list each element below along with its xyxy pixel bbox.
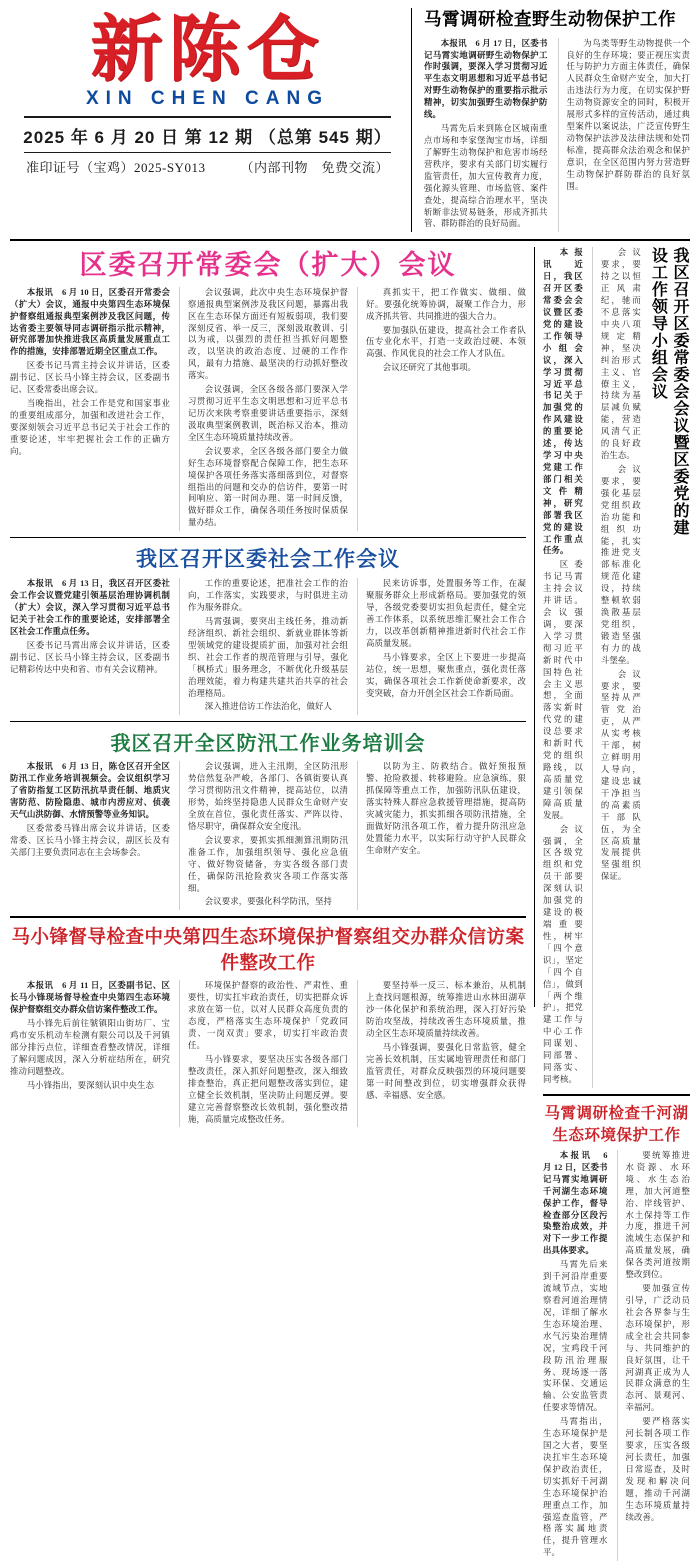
paragraph: 会议要求，要强化基层党组织政治功能和组织功能，扎实推进党支部标准化规范化建设，持续整顿软弱涣散基层党组织，锻造坚强有力的战斗堡垒。 <box>600 464 641 665</box>
article-column <box>357 761 526 910</box>
paragraph: 本报讯 6 月 11 日，区委副书记、区长马小锋现场督导检查中央第四生态环境保护督察组交办群众信访案件整改工作。 <box>10 981 170 1015</box>
paragraph: 本报讯 6 月 13 日，陈仓区召开全区防汛工作业务培训视频会。会议组织学习了省防指复工区防汛抗旱责任制、地质灾害防范、防险隐患、城市内涝应对、侦袭天气山洪防御、水情预警等业务知识。 <box>10 762 170 820</box>
article-column <box>179 287 348 531</box>
section-divider <box>10 916 526 918</box>
paragraph: 本报讯 近日，我区召开区委常委会会议暨区委党的建设工作领导小组会议，深入学习贯彻习近平总书记关于加强党的作风建设的重要论述，传达学习中央党建工作部门相关文件精神，研究部署我区党的建设工作重点任务。 <box>543 248 583 556</box>
article-column <box>357 578 526 715</box>
headline-river-ecology: 马霄调研检查千河湖生态环境保护工作 <box>544 1104 689 1144</box>
masthead-bottom-rule <box>10 239 690 241</box>
article-column <box>357 980 526 1127</box>
paragraph: 马小锋先后前往虢镇阳山街坊厂、宝鸡市安乐机动车检测有限公司以及千河镇部分排污点位，详细查看整改情况，详细了解问题成因，深入分析症结所在，研究推动问题整改。 <box>10 1019 170 1076</box>
paragraph: 马霄先后来到千河沿岸重要流域节点，实地察看河道治理情况，详细了解水生态环境治理、水气污染治理情况，宝鸡段千河段防汛治理服务、现场逐一落实环保、交通运输、公安监管责任要求等情况。 <box>543 1260 608 1413</box>
article-column <box>179 761 348 910</box>
paragraph: 会议要求，要强化科学防汛，坚持 <box>204 897 332 907</box>
section-divider <box>10 537 526 538</box>
masthead-row <box>10 8 690 232</box>
paragraph: 马霄指出，生态环境保护是国之大者，要坚决扛牢生态环境保护政治责任，切实抓好千河湖生态环境保护治理重点工作，加强巡查监管，严格落实属地责任，提升管理水平。 <box>543 1417 608 1558</box>
headline-party-building: 我区召开区委常委会会议暨区委党的建设工作领导小组会议 <box>649 247 688 537</box>
headline-ma-xiao-research: 马霄调研检查野生动物保护工作 <box>424 9 676 29</box>
article-column <box>179 980 348 1127</box>
paragraph: 会议强调，全区各级各部门要深入学习贯彻习近平生态文明思想和习近平总书记历次来陕考察重要讲话重要指示，深刻汲取典型案例教训，既治标又治本，推动全区生态环境质量持续改善。 <box>188 385 348 442</box>
article-column <box>424 38 548 233</box>
newspaper-title: 新陈仓 <box>90 10 325 90</box>
article-standing-committee <box>10 249 526 531</box>
article-column <box>179 578 348 715</box>
paragraph: 工作的重要论述，把准社会工作的治向，工作落实，实践要求，与时俱进主动作为服务群众。 <box>188 579 348 613</box>
issue-date: 2025 年 6 月 20 日 第 12 期 （总第 545 期） <box>23 128 392 147</box>
paragraph: 会议要求，要持之以恒正风肃纪，驰而不息落实中央八项规定精神，坚决纠治形式主义、官僚主义，持续为基层减负赋能，营造风清气正的良好政治生态。 <box>600 248 641 461</box>
article-ma-xiaofeng-supervise <box>10 923 526 1127</box>
section-divider <box>10 721 526 722</box>
article-column <box>543 1150 608 1561</box>
masthead-license-row <box>10 157 405 176</box>
headline-flood-training: 我区召开全区防汛工作业务培训会 <box>110 733 426 756</box>
paragraph: 会议要求，全区各级各部门要全力做好生态环境督察配合保障工作，把生态环境保护各项任务落实落细落到位，对督察组指出的问题和交办的信访件，要第一时间响应、第一时间办理、第一时间反馈，做好群众工作，确保各项任务按时保质保量办结。 <box>188 446 348 528</box>
paragraph: 区委书记马霄主持会议并讲话，区委副书记、区长马小锋主持会议，区委副书记、区委常委出席会议。 <box>10 361 170 395</box>
paragraph: 马小锋强调，要强化日常监管，健全完善长效机制，压实属地管理责任和部门监管责任，对群众反映强烈的环境问题要第一时间整改到位，切实增强群众获得感、幸福感、安全感。 <box>366 1043 526 1100</box>
left-column-zone <box>10 247 535 1124</box>
paragraph: 要坚持举一反三、标本兼治，从机制上查找问题根源，统筹推进山水林田湖草沙一体化保护和系统治理，深入打好污染防治攻坚战，持续改善生态环境质量，推动全区生态环境质量持续改善。 <box>366 981 526 1039</box>
masthead <box>10 8 405 176</box>
article-ma-xiao-research <box>411 8 690 232</box>
paragraph: 区委常委马锋出席会议并讲话，区委常委、区长马小锋主持会议，副区长及有关部门主要负责同志在主会场参会。 <box>10 823 170 857</box>
paragraph: 马霄先后来到陈仓区城南重点市场和李家堡淘宝市场，详细了解野生动物保护和危害市场经营秩序，要求有关部门切实履行监管责任，加大宣传教育力度，强化源头管理、市场监管、案件查处，提高综合治理水平，坚决斩断非法贸易链条，形成齐抓共管、群防群治的良好局面。 <box>424 124 548 229</box>
paragraph: 要加强队伍建设，提高社会工作者队伍专业化水平，打造一支政治过硬、本领高强、作风优良的社会工作人才队伍。 <box>366 325 526 359</box>
paragraph: 真抓实干，把工作做实、做细、做好。要强化统筹协调，凝聚工作合力，形成齐抓共管、共同推进的强大合力。 <box>366 287 526 321</box>
headline-social-work-conference: 我区召开区委社会工作会议 <box>136 548 400 572</box>
paragraph: 为鸟类等野生动物提供一个良好的生存环境；要正视压实责任与防护力方面主体责任，确保人民群众生命财产安全，加大打击违法行为力度，在切实保护野生动物资源安全的同时，积极开展形式多样的宣传活动，通过典型案件以案说法，广泛宣传野生动物保护法涉及法律法规和处罚标准，提高群众法治观念和保护意识，在全区范围内努力营造野生动物保护群防群治的良好氛围。 <box>566 38 690 191</box>
paragraph: 要严格落实河长制各项工作要求，压实各级河长责任，加强日常巡查，及时发现和解决问题，推动千河湖生态环境质量持续改善。 <box>625 1417 690 1522</box>
article-column <box>10 287 170 531</box>
paragraph: 区委书记马霄主持会议并讲话。会议强调，要深入学习贯彻习近平新时代中国特色社会主义思想，全面落实新时代党的建设总要求和新时代党的组织路线，以高质量党建引领保障高质量发展。 <box>543 560 583 820</box>
article-river-ecology <box>543 1101 690 1561</box>
headline-ma-xiaofeng-supervise: 马小锋督导检查中央第四生态环境保护督察组交办群众信访案件整改工作 <box>11 926 525 974</box>
paragraph: 本报讯 6 月 10 日，区委召开常委会（扩大）会议，通报中央第四生态环境保护督察组通报典型案例涉及我区问题，传达省委主要领导同志调研指示批示精神，研究部署加快推进我区高质量发展重点工作的措施，安排部署近期全区重点工作。 <box>10 287 170 357</box>
masthead-divider-top <box>24 116 391 118</box>
right-column-zone <box>535 247 690 1558</box>
publication-note: （内部刊物 免费交流） <box>240 160 389 175</box>
paragraph: 本报讯 6 月 13 日，我区召开区委社会工作会议暨党建引领基层治理协调机制（扩大）会议，深入学习贯彻习近平总书记关于社会工作的重要论述，安排部署全区社会工作重点任务。 <box>10 579 170 636</box>
paragraph: 马小锋要求，要坚决压实各级各部门整改责任，深入抓好问题整改，深入细致排查整治，真正把问题整改落实到位，建立健全长效机制，坚决防止问题反弹。要建立完善督察整改长效机制，强化整改措施，高质量完成整改任务。 <box>188 1054 348 1124</box>
paragraph: 马霄强调，要突出主线任务，推动新经济组织、新社会组织、新就业群体等新型领域党的建设提质扩面，加强对社会组织、社会工作者的规范管理与引导，强化「枫桥式」服务理念，不断优化升级基层治理效能，着力构建共建共治共享的社会治理格局。 <box>188 616 348 698</box>
article-column <box>543 247 583 1088</box>
paragraph: 要统筹推进水资源、水环境、水生态治理，加大河道整治、岸线管护、水土保持等工作力度，推进千河流域生态保护和高质量发展，确保各类河道按期整改到位。 <box>625 1150 690 1280</box>
article-column <box>10 578 170 715</box>
paragraph: 会议强调，全区各级党组织和党员干部要深刻认识加强党的建设的极端重要性，树牢「四个意识」，坚定「四个自信」，做到「两个维护」，把党建工作与中心工作同谋划、同部署、同落实、同考核。 <box>543 824 583 1084</box>
article-social-work-conference <box>10 543 526 715</box>
paragraph: 要加强宣传引导，广泛动员社会各界参与生态环境保护，形成全社会共同参与、共同维护的良好氛围，让千河湖真正成为人民群众满意的生态河、景观河、幸福河。 <box>625 1284 690 1413</box>
main-content <box>10 247 690 1558</box>
paragraph: 环境保护督察的政治性、严肃性、重要性，切实扛牢政治责任，切实把群众诉求放在第一位，以对人民群众高度负责的态度，严格落实生态环境保护「党政同责、一岗双责」要求，切实打牢政治责任。 <box>188 981 348 1051</box>
paragraph: 本报讯 6 月 12 日，区委书记马霄实地调研千河湖生态环境保护工作，督导检查部分区段污染整治成效，并对下一步工作提出具体要求。 <box>543 1150 608 1256</box>
paragraph: 会议强调，进入主汛期，全区防汛形势信然复杂严峻，各部门、各镇街要认真学习贯彻防汛文件精神，提高站位，以清形势，始终坚持隐患人民群众生命财产安全放在首位，强化责任落实、严阵以待、恪尽职守，确保群众安全度汛。 <box>188 762 348 831</box>
paragraph: 马小锋要求，全区上下要进一步提高站位，统一思想，聚焦重点，强化责任落实，确保各项社会工作新使命新要求，改变突破，奋力开创全区社会工作新局面。 <box>366 652 526 698</box>
article-column <box>10 980 170 1127</box>
paragraph: 马小锋指出，要深刻认识中央生态 <box>26 1080 154 1090</box>
article-column <box>617 1150 691 1561</box>
article-flood-training <box>10 727 526 910</box>
paragraph: 当晚指出，社会工作是党和国家事业的重要组成部分，加强和改进社会工作，要深刻领会习近平总书记关于社会工作的重要论述，牢牢把握社会工作的正确方向。 <box>10 399 170 456</box>
paragraph: 本报讯 6 月 17 日，区委书记马霄实地调研野生动物保护工作时强调，要深入学习贯彻习近平生态文明思想和习近平总书记对野生动物保护的重要指示批示精神，切实加强野生动物保护防线。 <box>424 38 548 120</box>
article-column <box>592 247 641 1088</box>
article-party-building <box>543 247 690 1088</box>
paragraph: 会议还研究了其他事项。 <box>382 363 477 373</box>
paragraph: 会议强调，此次中央生态环境保护督察通报典型案例涉及我区问题，暴露出我区在生态环保方面还有短板弱项，我们要深刻反省、举一反三，深刻汲取教训、引以为戒，以强烈的责任担当抓好问题整改，以坚决的政治态度、过硬的工作作风，最有力措施、最坚决的行动抓好整改落实。 <box>188 287 348 381</box>
license-number: 准印证号（宝鸡）2025-SY013 <box>26 160 206 175</box>
article-column <box>10 761 170 910</box>
paragraph: 区委书记马霄出席会议并讲话，区委副书记、区长马小锋主持会议，区委副书记精彩传达中央和省、市有关会议精神。 <box>10 640 170 674</box>
article-column <box>357 287 526 531</box>
paragraph: 会议要求，要抓实抓细测算汛期防汛准备工作，加强组织领导、强化应急值守、做好物资储备，夯实各级各部门责任，确保防汛抢险救灾各项工作落实落细。 <box>188 835 348 893</box>
paragraph: 民来访诉事，处置服务等工作，在凝聚服务群众上形成新格局。要加强党的领导，各级党委要切实担负起责任，健全完善工作体系，以系统思维汇聚社会工作合力，以改革创新精神推进新时代社会工作高质量发展。 <box>366 579 526 648</box>
paragraph: 以防为主、防救结合。做好预报预警、抢险救援、转移避险。应急演练，狠抓保障等重点工作，加强防汛队伍建设，落实特殊人群应急救援管理措施，提高防灾减灾能力，抓实抓细各项防汛措施，全面做好防汛各项工作，着力提升防汛应急处置能力水平，以实际行动守护人民群众生命财产安全。 <box>366 762 526 855</box>
section-divider <box>543 1094 690 1096</box>
article-column <box>558 38 691 233</box>
newspaper-pinyin: XIN CHEN CANG <box>85 88 329 109</box>
paragraph: 会议要求，要坚持从严管党治吏，从严从实考核干部，树立鲜明用人导向，建设忠诚干净担当的高素质干部队伍，为全区高质量发展提供坚强组织保证。 <box>600 669 641 882</box>
masthead-divider-bottom <box>24 152 391 153</box>
headline-standing-committee: 区委召开常委会（扩大）会议 <box>79 250 457 281</box>
paragraph: 深入推进信访工作法治化，做好人 <box>204 702 332 712</box>
